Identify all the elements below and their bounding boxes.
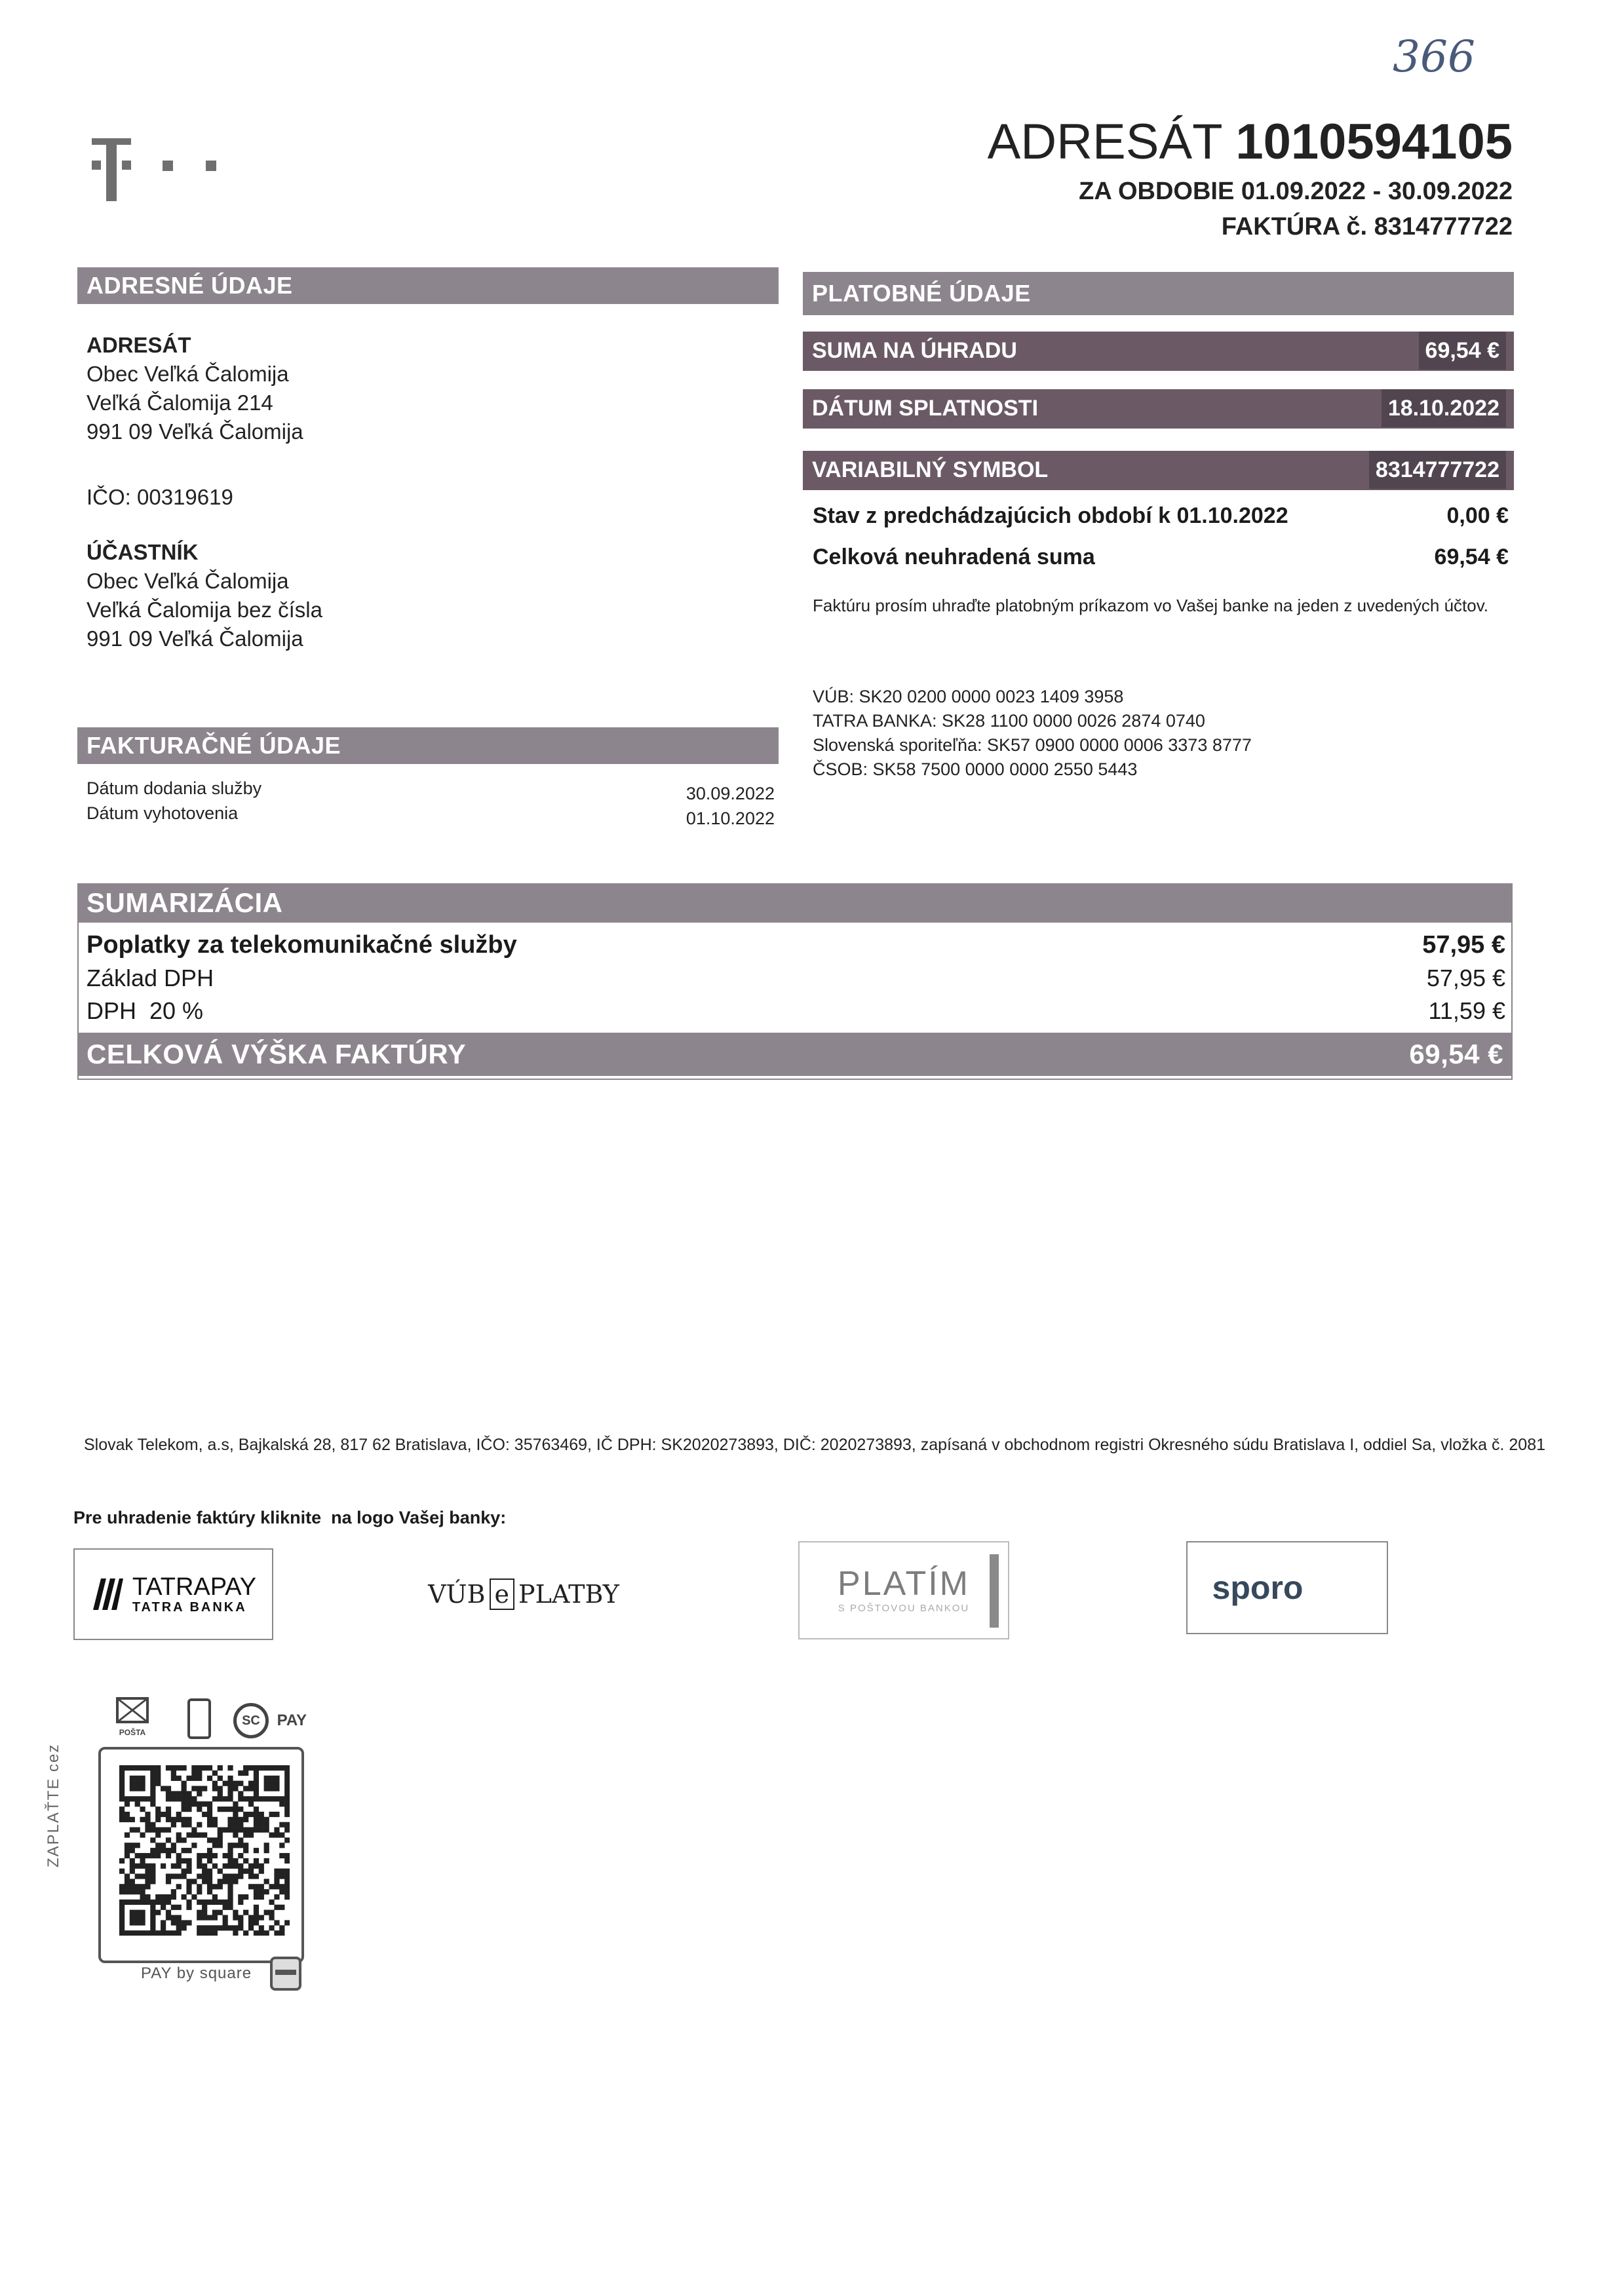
- due-date-bar: [803, 389, 1514, 429]
- vub-left: VÚB: [428, 1580, 486, 1609]
- sc-pay-circle: SC: [233, 1703, 269, 1738]
- bank-account: VÚB: SK20 0200 0000 0023 1409 3958: [813, 687, 1124, 706]
- tatrapay-logo-button[interactable]: [73, 1548, 273, 1640]
- invoice-number: 8314777722: [1374, 213, 1513, 240]
- recipient-line: 991 09 Veľká Čalomija: [87, 419, 303, 444]
- vub-eplatby-logo-button[interactable]: [418, 1548, 629, 1640]
- sc-pay-text: PAY: [277, 1711, 307, 1729]
- sporo-text: sporo: [1212, 1569, 1304, 1606]
- billing-section-title: FAKTURAČNÉ ÚDAJE: [77, 727, 779, 764]
- due-date-label: DÁTUM SPLATNOSTI: [812, 396, 1039, 421]
- unpaid-total-label: Celková neuhradená suma: [813, 545, 1095, 569]
- amount-due-label: SUMA NA ÚHRADU: [812, 338, 1017, 363]
- qr-code: [119, 1765, 290, 1936]
- handwritten-note: 366: [1393, 31, 1475, 82]
- vat-value: 11,59 €: [1428, 997, 1505, 1024]
- addressee-label: ADRESÁT: [987, 114, 1222, 170]
- vub-right: PLATBY: [518, 1580, 619, 1609]
- due-date-value: 18.10.2022: [1382, 389, 1506, 427]
- period-label: ZA OBDOBIE: [1079, 178, 1235, 205]
- billing-label: Dátum vyhotovenia: [87, 803, 239, 823]
- tatrapay-main: TATRAPAY: [132, 1573, 257, 1601]
- previous-balance-row: [813, 499, 1509, 532]
- bank-account: TATRA BANKA: SK28 1100 0000 0026 2874 0740: [813, 711, 1205, 731]
- billing-row: [87, 776, 775, 801]
- invoice-total-value: 69,54 €: [1409, 1039, 1503, 1069]
- variable-symbol-bar: [803, 451, 1514, 490]
- variable-symbol-label: VARIABILNÝ SYMBOL: [812, 457, 1049, 482]
- addressee-number: 1010594105: [1235, 114, 1513, 170]
- recipient-heading: ADRESÁT: [87, 333, 191, 357]
- billing-value: 01.10.2022: [686, 809, 775, 828]
- company-info: Slovak Telekom, a.s, Bajkalská 28, 817 62 Bratislava, IČO: 35763469, IČ DPH: SK2020273893, DIČ: 2020273893, zapísaná v obchodnom registri Okresného súdu Bratislava I, oddiel Sa, vložka č. 2081: [84, 1436, 1546, 1454]
- vat-base-label: Základ DPH: [87, 965, 214, 991]
- ico: IČO: 00319619: [87, 485, 233, 509]
- previous-balance-value: 0,00 €: [1446, 503, 1509, 528]
- vat-base-row: [87, 962, 1505, 995]
- billing-row: [87, 801, 775, 826]
- tatrapay-sub: TATRA BANKA: [132, 1600, 247, 1615]
- platim-main: PLATÍM: [838, 1565, 970, 1603]
- tatrapay-stripes-icon: [90, 1576, 123, 1613]
- qr-bottom-text: PAY by square: [141, 1964, 252, 1982]
- vat-row: [87, 995, 1505, 1027]
- fees-row: [87, 928, 1505, 961]
- invoice-label: FAKTÚRA č.: [1221, 213, 1368, 240]
- platim-sub: S POŠTOVOU BANKOU: [838, 1603, 970, 1614]
- invoice-total-bar: [77, 1033, 1513, 1076]
- platim-bracket-icon: [990, 1554, 999, 1628]
- sporo-logo-button[interactable]: [1186, 1541, 1388, 1634]
- participant-heading: ÚČASTNÍK: [87, 540, 199, 564]
- variable-symbol-value: 8314777722: [1369, 451, 1506, 489]
- bank-account: ČSOB: SK58 7500 0000 0000 2550 5443: [813, 759, 1138, 779]
- unpaid-total-row: [813, 541, 1509, 573]
- card-icon: [270, 1957, 301, 1991]
- addressee-header: [988, 113, 1513, 172]
- mobile-phone-icon: [187, 1698, 211, 1739]
- recipient-line: Veľká Čalomija 214: [87, 391, 273, 415]
- participant-line: Veľká Čalomija bez čísla: [87, 598, 322, 622]
- invoice-total-label: CELKOVÁ VÝŠKA FAKTÚRY: [87, 1039, 467, 1069]
- address-block: [87, 331, 742, 653]
- unpaid-total-value: 69,54 €: [1434, 545, 1509, 569]
- bank-accounts: [813, 685, 1507, 782]
- bank-account: Slovenská sporiteľňa: SK57 0900 0000 0006 3373 8777: [813, 735, 1252, 755]
- invoice-line: [1222, 211, 1513, 242]
- fees-label: Poplatky za telekomunikačné služby: [87, 931, 517, 959]
- posta-label: POŠTA: [119, 1728, 146, 1737]
- vat-base-value: 57,95 €: [1426, 965, 1505, 991]
- summary-title: SUMARIZÁCIA: [77, 883, 1513, 923]
- billing-value: 30.09.2022: [686, 784, 775, 803]
- amount-due-value: 69,54 €: [1419, 332, 1506, 370]
- payment-note: Faktúru prosím uhraďte platobným príkazom vo Vašej banke na jeden z uvedených účtov.: [813, 596, 1489, 615]
- vub-e-box: e: [490, 1578, 515, 1610]
- posta-icon: [109, 1697, 156, 1740]
- amount-due-bar: [803, 332, 1514, 371]
- platim-logo-button[interactable]: [798, 1541, 1009, 1639]
- participant-line: 991 09 Veľká Čalomija: [87, 626, 303, 651]
- fees-value: 57,95 €: [1422, 931, 1505, 959]
- sc-pay-icon: [233, 1702, 307, 1738]
- vat-label: DPH 20 %: [87, 997, 204, 1024]
- participant-line: Obec Veľká Čalomija: [87, 569, 289, 593]
- telekom-logo: [92, 134, 242, 206]
- banks-prompt: Pre uhradenie faktúry kliknite na logo Vašej banky:: [73, 1508, 507, 1527]
- billing-label: Dátum dodania služby: [87, 778, 262, 798]
- previous-balance-label: Stav z predchádzajúcich období k 01.10.2022: [813, 503, 1288, 528]
- address-section-title: ADRESNÉ ÚDAJE: [77, 267, 779, 304]
- period-value: 01.09.2022 - 30.09.2022: [1241, 178, 1513, 205]
- recipient-line: Obec Veľká Čalomija: [87, 362, 289, 386]
- period-line: [1079, 176, 1513, 207]
- qr-side-text: ZAPLAŤTE cez: [45, 1743, 62, 1867]
- payment-section-title: PLATOBNÉ ÚDAJE: [803, 272, 1514, 315]
